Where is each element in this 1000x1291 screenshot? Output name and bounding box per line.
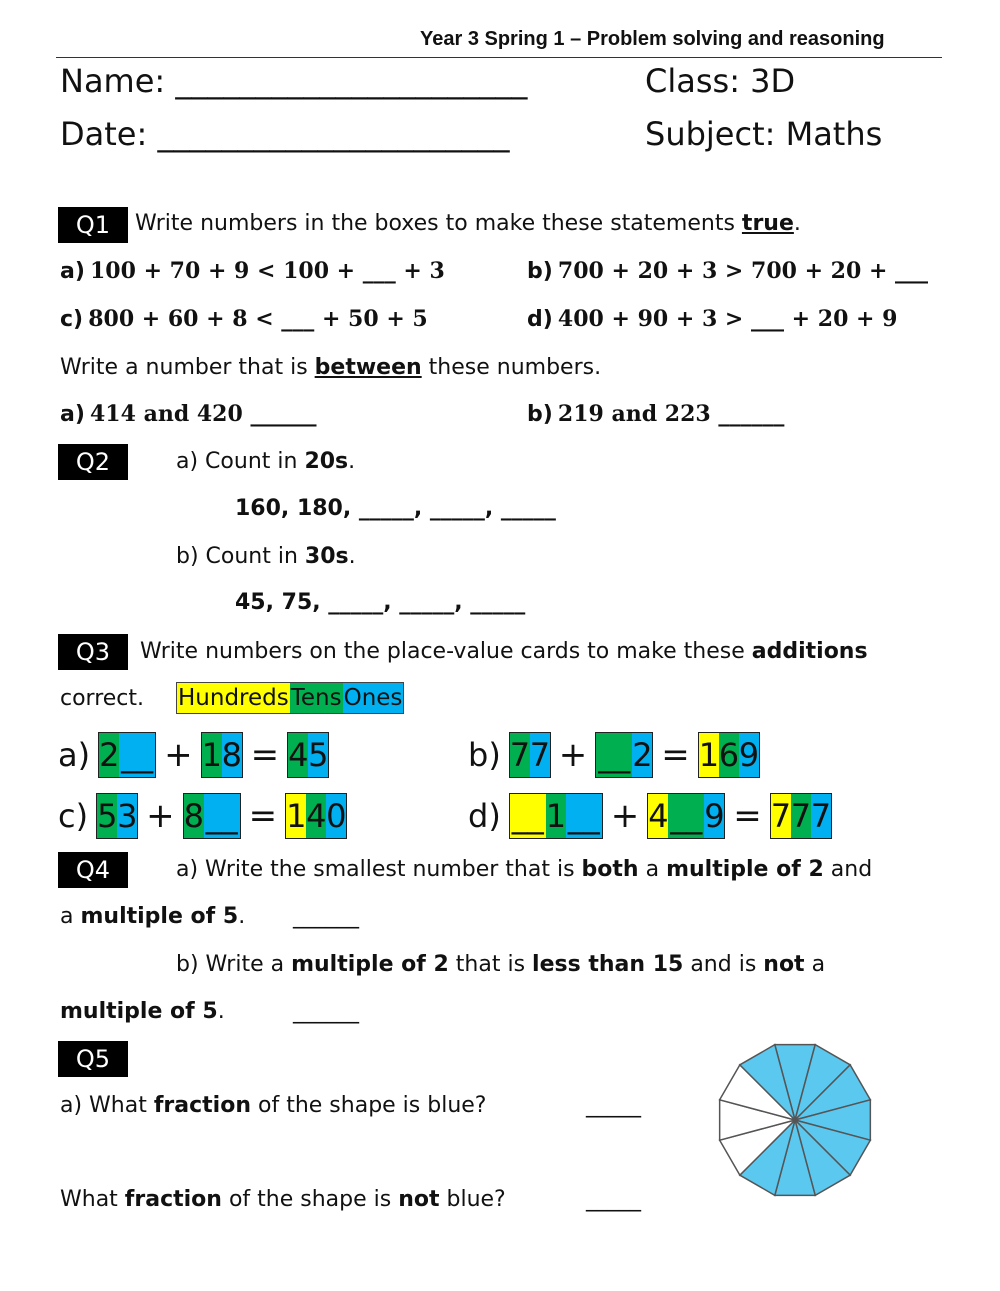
q3-equation-a xyxy=(58,732,329,778)
q2-part-a-text: a) Count in xyxy=(176,449,305,474)
q3-c-card2-tens: 8 xyxy=(184,794,204,838)
q3-d-card2-ones: 9 xyxy=(704,794,724,838)
equals-sign: = xyxy=(733,796,762,836)
q4-b-text4: a xyxy=(804,952,826,977)
q1-part-a-expression: 100 + 70 + 9 < 100 + ___ + 3 xyxy=(90,258,445,284)
q3-c-card1-ones: 3 xyxy=(117,794,137,838)
equals-sign: = xyxy=(661,735,690,775)
q3-label: Q3 xyxy=(58,634,128,670)
q4-a-text2: a xyxy=(638,857,667,882)
q3-c-card2 xyxy=(183,793,241,839)
q4-b-text1: b) Write a xyxy=(176,952,292,977)
q4-a-text4: a xyxy=(60,904,81,929)
class-label: Class: 3D xyxy=(645,62,796,100)
q3-a-card1-tens: 2 xyxy=(99,733,119,777)
q3-c-card2-ones[interactable]: __ xyxy=(204,794,240,838)
q3-d-card1-tens: 1 xyxy=(546,794,566,838)
q3-d-card1-hundreds[interactable]: __ xyxy=(510,794,546,838)
q2-part-a-emphasis: 20s xyxy=(304,449,349,474)
q1-part-b xyxy=(527,258,928,284)
q3-b-card3-hundreds: 1 xyxy=(699,733,719,777)
q1-between-b-expression: 219 and 223 ______ xyxy=(557,401,785,427)
q3-a-card3-tens: 4 xyxy=(288,733,308,777)
q3-c-card1 xyxy=(96,793,138,839)
q3-d-card2 xyxy=(647,793,725,839)
q5-b-text2: of the shape is xyxy=(221,1187,399,1212)
q5-a-text2: of the shape is blue? xyxy=(251,1093,487,1118)
q3-d-card3-ones: 7 xyxy=(811,794,831,838)
q5-part-b xyxy=(60,1187,506,1212)
q3-b-card2-ones: 2 xyxy=(632,733,652,777)
q3-d-letter: d) xyxy=(468,797,501,835)
plus-sign: + xyxy=(164,735,193,775)
q4-part-a-line2 xyxy=(60,904,245,929)
q3-c-letter: c) xyxy=(58,797,89,835)
q3-b-card1-ones: 7 xyxy=(530,733,550,777)
q1-between-text: Write a number that is xyxy=(60,355,315,380)
q2-part-a-period: . xyxy=(348,449,356,474)
q3-c-card3-ones: 0 xyxy=(326,794,346,838)
name-field-label: Name: ______________________ xyxy=(60,62,528,100)
q3-d-card3 xyxy=(770,793,832,839)
q3-b-card2-tens[interactable]: __ xyxy=(596,733,632,777)
q4-a-text1: a) Write the smallest number that is xyxy=(176,857,582,882)
fraction-dodecagon xyxy=(710,1040,880,1200)
key-ones: Ones xyxy=(343,685,403,711)
q5-b-text3: blue? xyxy=(439,1187,506,1212)
q1-instruction xyxy=(135,211,801,236)
q5-part-a xyxy=(60,1093,486,1118)
worksheet-header-title: Year 3 Spring 1 – Problem solving and reasoning xyxy=(420,28,885,50)
q1-between-emphasis: between xyxy=(314,355,422,380)
key-tens: Tens xyxy=(290,685,342,711)
q3-a-card2-ones: 8 xyxy=(222,733,242,777)
q1-part-c-letter: c) xyxy=(60,307,84,332)
q4-a-answer-blank[interactable]: ______ xyxy=(293,904,359,929)
q3-a-card3-ones: 5 xyxy=(308,733,328,777)
q3-d-card1 xyxy=(509,793,603,839)
q3-d-card3-tens: 7 xyxy=(791,794,811,838)
q1-part-c-expression: 800 + 60 + 8 < ___ + 50 + 5 xyxy=(88,306,428,332)
q3-c-card3 xyxy=(285,793,347,839)
q4-b-text5: . xyxy=(217,999,225,1024)
plus-sign: + xyxy=(610,796,640,836)
q3-a-card3 xyxy=(287,732,329,778)
q3-equation-b xyxy=(468,732,760,778)
q1-part-b-expression: 700 + 20 + 3 > 700 + 20 + ___ xyxy=(557,258,929,284)
q4-label: Q4 xyxy=(58,852,128,888)
q3-b-card1 xyxy=(509,732,551,778)
q3-a-card1-ones[interactable]: __ xyxy=(119,733,155,777)
q4-part-a-line1 xyxy=(176,857,872,882)
date-field-label: Date: ______________________ xyxy=(60,115,510,153)
q3-d-card3-hundreds: 7 xyxy=(771,794,791,838)
q3-d-card2-hundreds: 4 xyxy=(648,794,668,838)
q4-b-text2: that is xyxy=(448,952,533,977)
q3-instruction-text: Write numbers on the place-value cards to make these xyxy=(140,639,752,664)
q5-label: Q5 xyxy=(58,1041,128,1077)
q5-a-answer-blank[interactable]: _____ xyxy=(586,1093,641,1118)
q5-a-text1: a) What xyxy=(60,1093,154,1118)
q5-b-emph1: fraction xyxy=(124,1187,222,1212)
q3-equation-c xyxy=(58,793,347,839)
q1-between-b xyxy=(527,401,784,427)
q1-between-a xyxy=(60,401,316,427)
q2-part-b xyxy=(176,544,356,569)
q3-d-card1-ones[interactable]: __ xyxy=(566,794,602,838)
q3-b-card3-tens: 6 xyxy=(719,733,739,777)
q4-part-b-line1 xyxy=(176,952,825,977)
q3-instruction-line2: correct. xyxy=(60,686,145,711)
q1-part-c xyxy=(60,306,428,332)
equals-sign: = xyxy=(248,796,278,836)
q4-a-emph1: both xyxy=(581,857,639,882)
plus-sign: + xyxy=(558,735,588,775)
subject-label: Subject: Maths xyxy=(645,115,883,153)
q1-instruction-text: Write numbers in the boxes to make these statements xyxy=(135,211,742,236)
q2-part-b-sequence: 45, 75, _____, _____, _____ xyxy=(235,590,526,615)
q1-instruction-period: . xyxy=(793,211,801,236)
header-divider xyxy=(56,57,942,58)
q1-label: Q1 xyxy=(58,207,128,243)
q5-b-emph2: not xyxy=(398,1187,440,1212)
q1-between-instruction xyxy=(60,355,601,380)
q1-part-a-letter: a) xyxy=(60,259,85,284)
q1-part-d xyxy=(527,306,897,332)
q4-b-emph1: multiple of 2 xyxy=(291,952,449,977)
q1-between-a-letter: a) xyxy=(60,402,85,427)
q1-between-b-letter: b) xyxy=(527,402,553,427)
q2-label: Q2 xyxy=(58,444,128,480)
q1-part-d-letter: d) xyxy=(527,307,553,332)
q2-part-b-text: b) Count in xyxy=(176,544,305,569)
q2-part-a-sequence: 160, 180, _____, _____, _____ xyxy=(235,496,556,521)
q3-b-card3 xyxy=(698,732,760,778)
q1-between-text-end: these numbers. xyxy=(421,355,602,380)
q2-part-b-period: . xyxy=(348,544,356,569)
q2-part-b-emphasis: 30s xyxy=(304,544,349,569)
q3-b-card2 xyxy=(595,732,653,778)
q3-b-letter: b) xyxy=(468,736,501,774)
q5-a-emph: fraction xyxy=(153,1093,252,1118)
q5-b-text1: What xyxy=(60,1187,125,1212)
q4-a-text5: . xyxy=(238,904,246,929)
q3-b-card1-tens: 7 xyxy=(510,733,530,777)
q3-c-card3-hundreds: 1 xyxy=(286,794,306,838)
q4-a-emph2: multiple of 2 xyxy=(666,857,824,882)
q2-part-a xyxy=(176,449,355,474)
key-hundreds: Hundreds xyxy=(178,685,289,711)
q3-a-card2-tens: 1 xyxy=(202,733,222,777)
q3-equation-d xyxy=(468,793,832,839)
q4-b-answer-blank[interactable]: ______ xyxy=(293,999,359,1024)
q4-a-text3: and xyxy=(823,857,873,882)
q3-b-card3-ones: 9 xyxy=(739,733,759,777)
q4-b-text3: and is xyxy=(683,952,764,977)
q3-d-card2-tens[interactable]: __ xyxy=(668,794,704,838)
q1-part-a xyxy=(60,258,445,284)
q3-a-card2 xyxy=(201,732,243,778)
q3-instruction xyxy=(140,639,868,664)
q4-b-emph3: not xyxy=(763,952,805,977)
q1-between-a-expression: 414 and 420 ______ xyxy=(90,401,317,427)
q3-c-card3-tens: 4 xyxy=(306,794,326,838)
q3-a-card1 xyxy=(98,732,156,778)
plus-sign: + xyxy=(146,796,175,836)
q1-instruction-emphasis: true xyxy=(741,211,794,236)
place-value-key xyxy=(176,682,404,714)
q4-part-b-line2 xyxy=(60,999,225,1024)
q4-b-emph2: less than 15 xyxy=(532,952,684,977)
q1-part-b-letter: b) xyxy=(527,259,553,284)
q1-part-d-expression: 400 + 90 + 3 > ___ + 20 + 9 xyxy=(557,306,898,332)
q3-c-card1-tens: 5 xyxy=(97,794,117,838)
q3-instruction-emphasis: additions xyxy=(751,639,868,664)
q4-a-emph3: multiple of 5 xyxy=(80,904,239,929)
q4-b-emph4: multiple of 5 xyxy=(60,999,218,1024)
equals-sign: = xyxy=(250,735,280,775)
q3-a-letter: a) xyxy=(58,736,91,774)
q5-b-answer-blank[interactable]: _____ xyxy=(586,1187,641,1212)
